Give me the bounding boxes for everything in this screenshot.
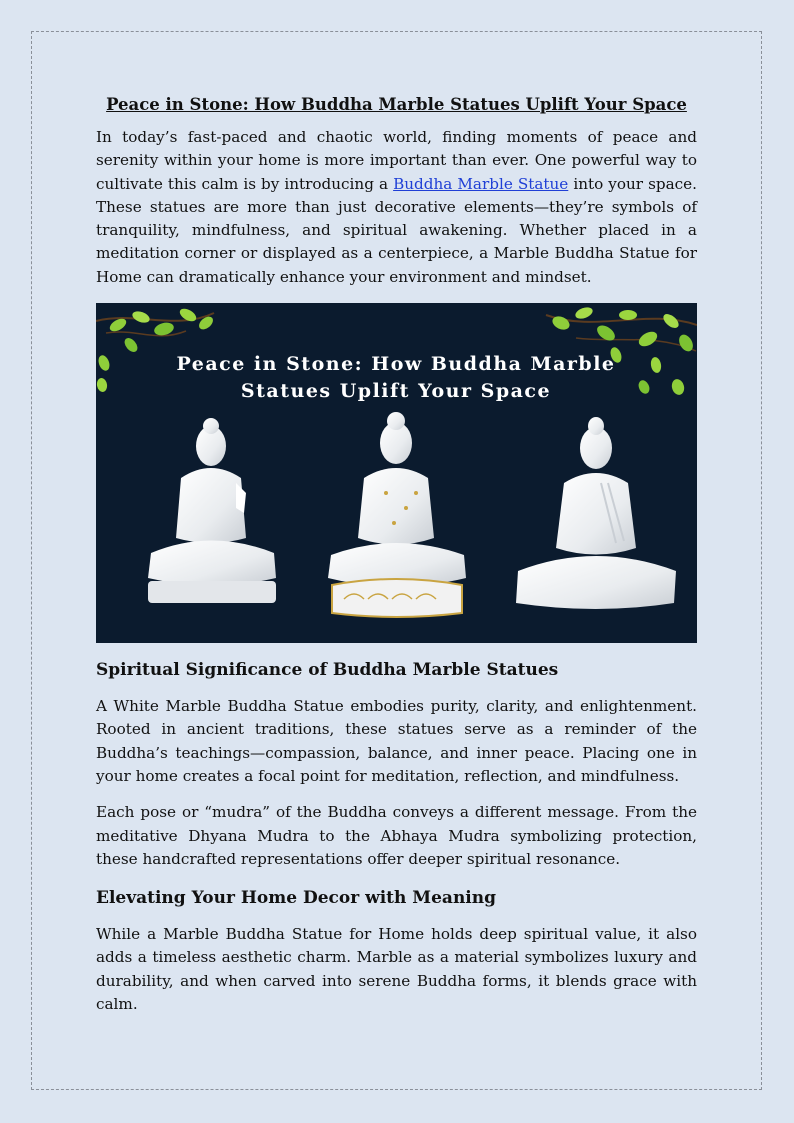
leaves-top-left-icon [96, 306, 215, 393]
statue-center-icon [328, 412, 466, 617]
banner-illustration [96, 303, 697, 643]
banner-title-line-1: Peace in Stone: How Buddha Marble [176, 353, 616, 376]
document-content [96, 93, 697, 1016]
buddha-marble-statue-link[interactable]: Buddha Marble Statue [393, 174, 569, 193]
intro-paragraph [96, 126, 697, 289]
section1-paragraph-1: A White Marble Buddha Statue embodies purity, clarity, and enlightenment. Rooted in ancient traditions, these statues serve as a reminder of the Buddha’s teachings—compassion, balance, and inner peace. Placing one in your home creates a focal point for meditation, reflection, and mindfulness. [96, 697, 697, 785]
intro-text-before-link: In today’s fast-paced and chaotic world, finding moments of peace and serenity within your home is more important than ever. One powerful way to cultivate this calm is by introducing a [96, 128, 697, 193]
section-heading-elevating-home-decor: Elevating Your Home Decor with Meaning [96, 888, 497, 909]
section-heading-spiritual-significance: Spiritual Significance of Buddha Marble Statues [96, 660, 559, 681]
statue-left-icon [148, 418, 276, 603]
statue-right-icon [516, 417, 676, 609]
banner-title-line-2: Statues Uplift Your Space [240, 380, 552, 403]
section1-paragraph-2: Each pose or “mudra” of the Buddha conveys a different message. From the meditative Dhyana Mudra to the Abhaya Mudra symbolizing protection, these handcrafted representations offer deeper spiritual resonance. [96, 803, 697, 868]
leaves-top-right-icon [546, 305, 697, 396]
section2-paragraph-1: While a Marble Buddha Statue for Home holds deep spiritual value, it also adds a timeless aesthetic charm. Marble as a material symbolizes luxury and durability, and when carved into serene Buddha forms, it blends grace with calm. [96, 925, 697, 1014]
intro-text-after-link: into your space. These statues are more than just decorative elements—they’re symbols of tranquility, mindfulness, and spiritual awakening. Whether placed in a meditation corner or displayed as a centerpiece, a Marble Buddha Statue for Home can dramatically enhance your environment and mindset. [96, 174, 697, 286]
banner-image [96, 303, 697, 643]
page-title: Peace in Stone: How Buddha Marble Statues Uplift Your Space [106, 95, 687, 114]
